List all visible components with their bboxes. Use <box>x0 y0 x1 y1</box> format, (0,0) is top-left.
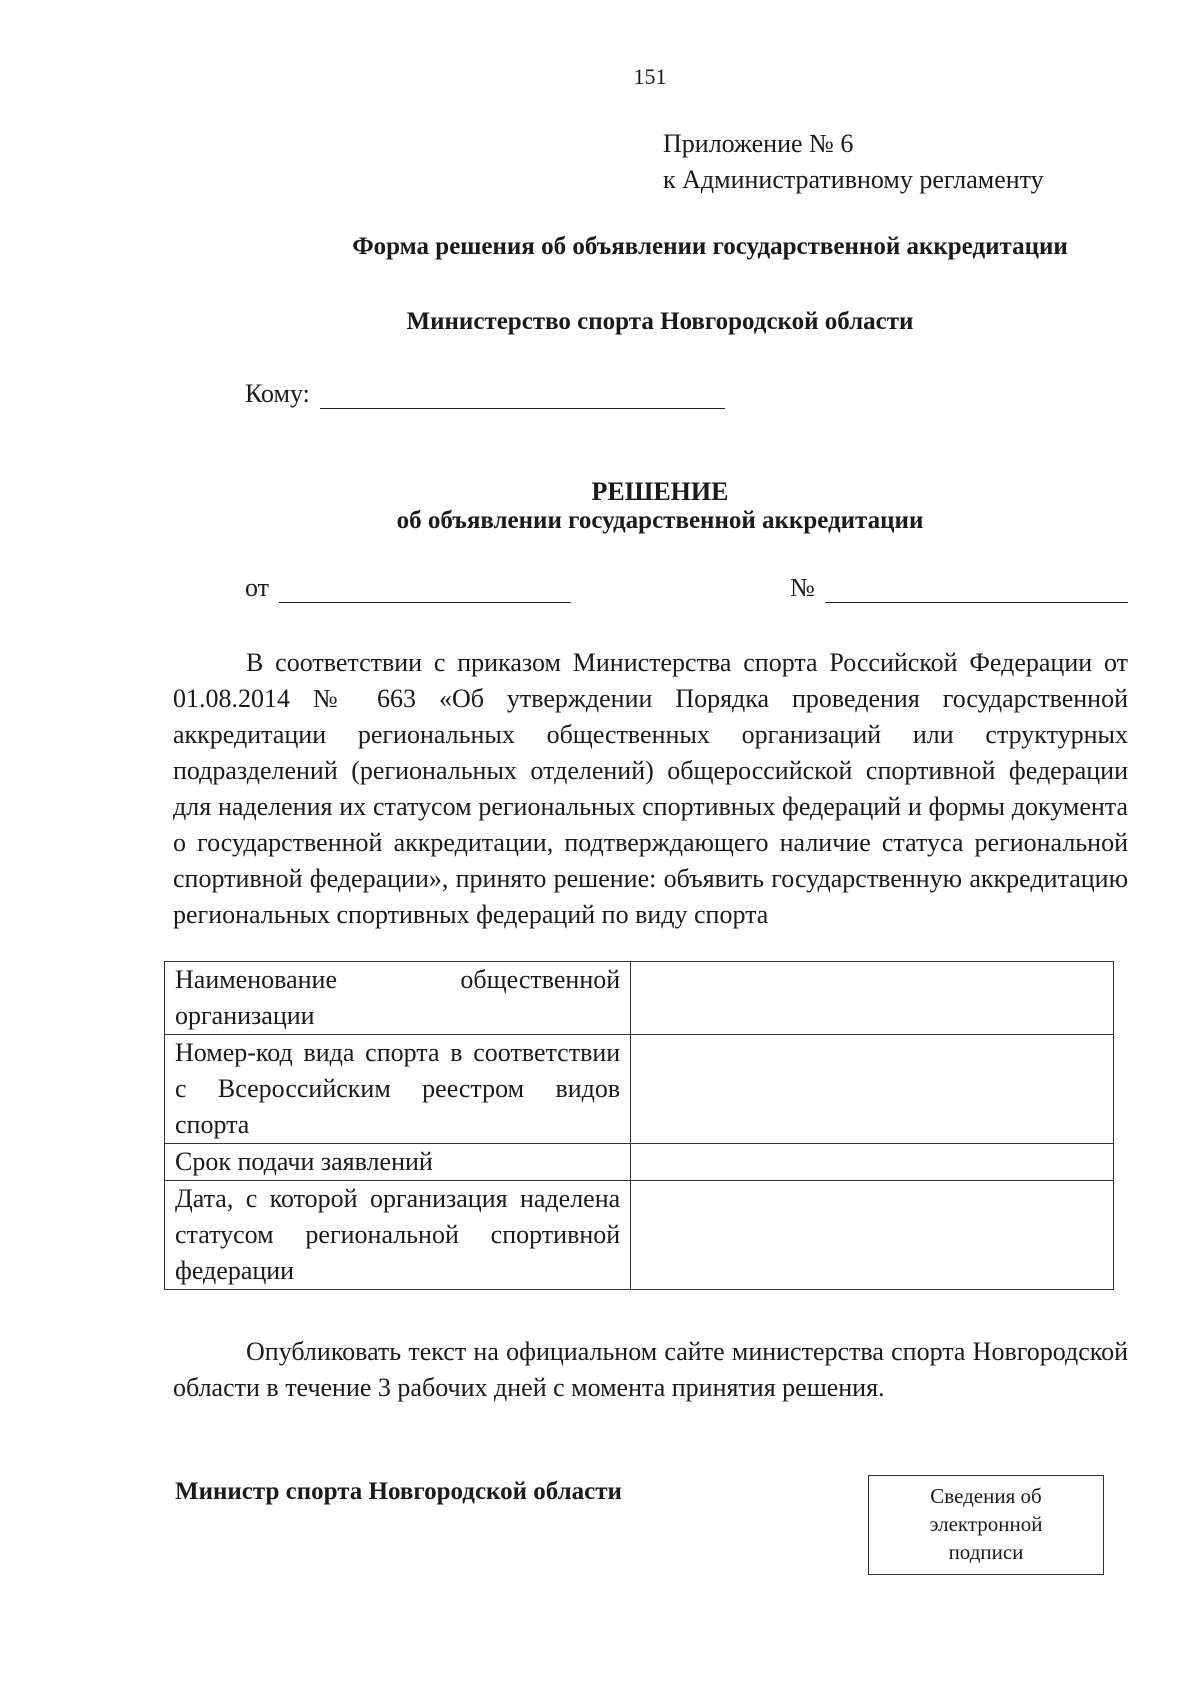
ministry-name: Министерство спорта Новгородской области <box>406 308 914 335</box>
table-row <box>165 1144 1114 1181</box>
date-line <box>245 573 571 603</box>
appendix-reference <box>663 126 1044 198</box>
recipient-label: Кому: <box>245 379 310 408</box>
recipient-blank-field[interactable] <box>320 382 725 409</box>
form-title: Форма решения об объявлении государственной аккредитации <box>352 233 1068 260</box>
table-row-value[interactable] <box>631 1035 1114 1144</box>
table-row-value[interactable] <box>631 1181 1114 1290</box>
table-row <box>165 1181 1114 1290</box>
publish-paragraph: Опубликовать текст на официальном сайте министерства спорта Новгородской области в течение 3 рабочих дней с момента принятия решения. <box>173 1337 1128 1402</box>
decision-heading <box>160 478 1160 536</box>
table-row <box>165 962 1114 1035</box>
table-row-label: Дата, с которой организация наделена статусом региональной спортивной федерации <box>165 1181 631 1290</box>
electronic-signature-box <box>868 1475 1104 1575</box>
decision-subtitle: об объявлении государственной аккредитации <box>396 507 924 534</box>
table-row-value[interactable] <box>631 962 1114 1035</box>
esig-line-3: подписи <box>948 1540 1024 1564</box>
page-number: 151 <box>633 64 667 89</box>
recipient-line <box>245 379 725 409</box>
table-row-label: Наименование общественной организации <box>165 962 631 1035</box>
table-row-value[interactable] <box>631 1144 1114 1181</box>
body-paragraph: В соответствии с приказом Министерства спорта Российской Федерации от 01.08.2014 № 663 «Об утверждении Порядка проведения государственной аккредитации региональных общественных организаций или структурных подразделений (региональных отделений) общероссийской спортивной федерации для наделения их статусом региональных спортивных федераций и формы документа о государственной аккредитации, подтверждающего наличие статуса региональной спортивной федерации», принято решение: объявить государственную аккредитацию региональных спортивных федераций по виду спорта <box>173 648 1128 929</box>
signatory-title: Министр спорта Новгородской области <box>175 1478 622 1505</box>
accreditation-info-table <box>164 961 1114 1290</box>
decision-title: РЕШЕНИЕ <box>591 477 729 506</box>
number-label: № <box>790 573 815 602</box>
appendix-line-2: к Административному регламенту <box>663 165 1044 194</box>
esig-line-1: Сведения об <box>930 1484 1042 1508</box>
table-row-label: Номер-код вида спорта в соответствии с Всероссийским реестром видов спорта <box>165 1035 631 1144</box>
table-row-label: Срок подачи заявлений <box>165 1144 631 1181</box>
date-blank-field[interactable] <box>279 576 571 603</box>
date-label: от <box>245 573 270 602</box>
esig-line-2: электронной <box>929 1512 1043 1536</box>
appendix-line-1: Приложение № 6 <box>663 129 854 158</box>
table-row <box>165 1035 1114 1144</box>
number-line <box>790 573 1128 603</box>
number-blank-field[interactable] <box>825 576 1128 603</box>
